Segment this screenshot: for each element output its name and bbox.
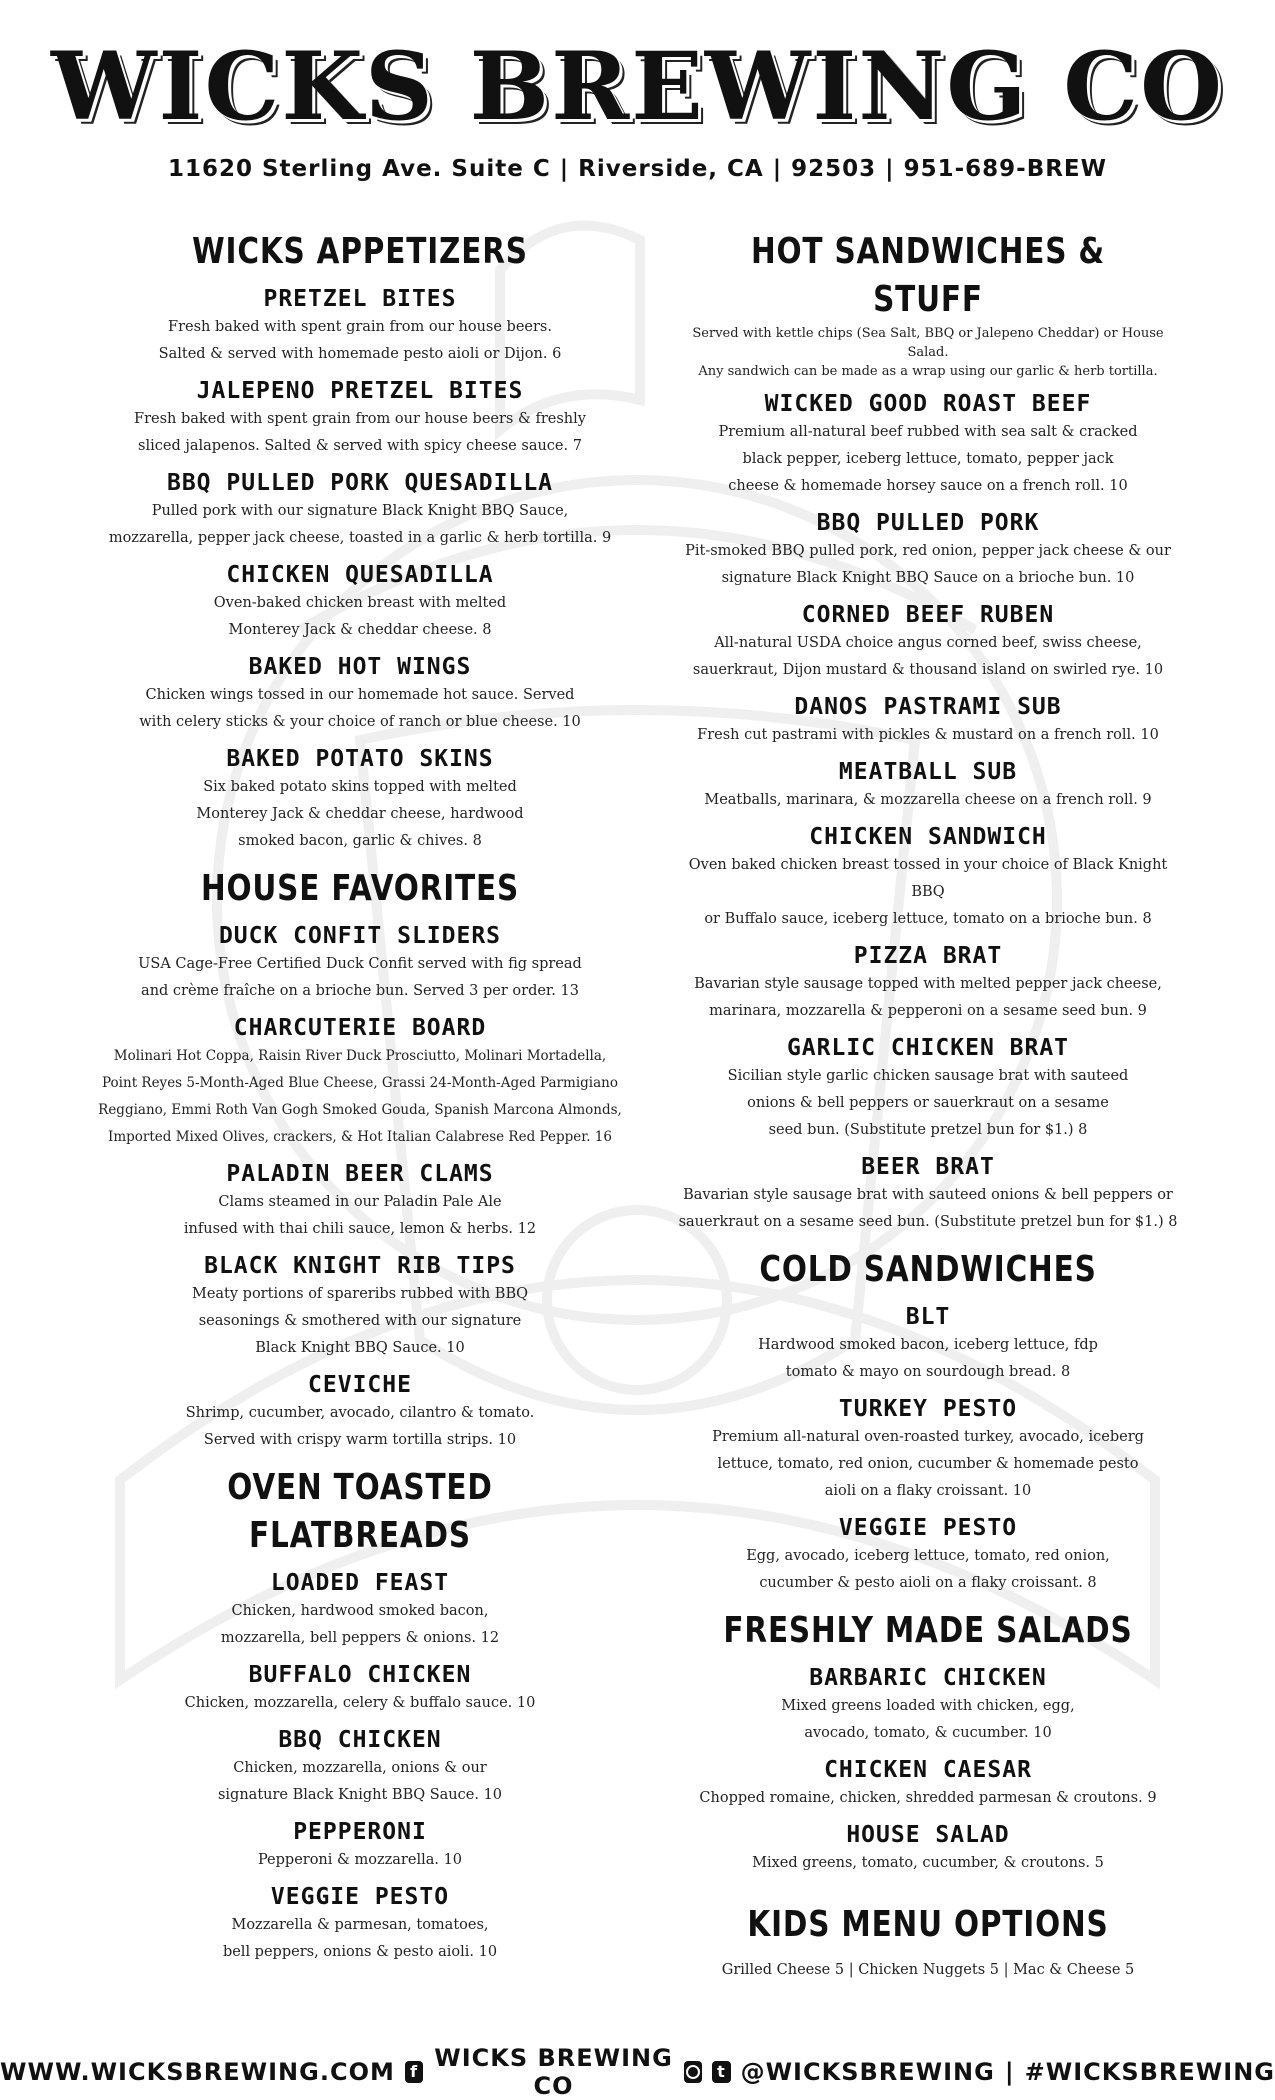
- item-name: PRETZEL BITES: [263, 286, 457, 312]
- item-name: JALEPENO PRETZEL BITES: [196, 378, 524, 404]
- item-name: BAKED HOT WINGS: [248, 654, 472, 680]
- item-description: Egg, avocado, iceberg lettuce, tomato, red onion, cucumber & pesto aioli on a flaky croissant. 8: [746, 1548, 1110, 1591]
- menu-item: [668, 1755, 1188, 1812]
- item-name: CEVICHE: [308, 1372, 412, 1398]
- section-title-cold-sandwiches: COLD SANDWICHES: [759, 1249, 1097, 1290]
- menu-item: [668, 692, 1188, 749]
- item-name: WICKED GOOD ROAST BEEF: [764, 391, 1092, 417]
- section-title-appetizers: WICKS APPETIZERS: [192, 231, 528, 272]
- menu-item: [668, 600, 1188, 684]
- item-description: Bavarian style sausage brat with sauteed onions & bell peppers or sauerkraut on a sesame seed bun. (Substitute pretzel bun for $1.) 8: [678, 1187, 1178, 1230]
- house-favorites-section: [90, 865, 630, 1454]
- item-name: BEER BRAT: [861, 1154, 995, 1180]
- item-description: USA Cage-Free Certified Duck Confit served with fig spread and crème fraîche on a brioche bun. Served 3 per order. 13: [138, 956, 582, 999]
- instagram-icon[interactable]: [684, 2061, 702, 2083]
- menu-item: [668, 389, 1188, 500]
- item-name: CHARCUTERIE BOARD: [233, 1015, 487, 1041]
- item-name: DANOS PASTRAMI SUB: [794, 694, 1062, 720]
- menu-item: [668, 941, 1188, 1025]
- item-description: Pulled pork with our signature Black Knight BBQ Sauce, mozzarella, pepper jack cheese, toasted in a garlic & herb tortilla. 9: [108, 503, 612, 546]
- address-line: 11620 Sterling Ave. Suite C | Riverside, CA | 92503 | 951-689-BREW: [167, 156, 1108, 182]
- section-note: Served with kettle chips (Sea Salt, BBQ or Jalepeno Cheddar) or House Salad. Any sandwich can be made as a wrap using our garlic & herb tortilla.: [692, 326, 1164, 379]
- menu-item: [90, 1251, 630, 1362]
- item-description: Premium all-natural beef rubbed with sea salt & cracked black pepper, iceberg lettuce, tomato, pepper jack cheese & homemade horsey sauce on a french roll. 10: [718, 424, 1138, 494]
- menu-item: [668, 1513, 1188, 1597]
- menu-item: [90, 1568, 630, 1652]
- menu-item: [668, 822, 1188, 933]
- item-description: Bavarian style sausage topped with melted pepper jack cheese, marinara, mozzarella & pepperoni on a sesame seed bun. 9: [694, 976, 1162, 1019]
- social-handle: @WICKSBREWING: [740, 2058, 995, 2086]
- brand-title: WICKS BREWING CO: [50, 32, 1225, 142]
- item-name: TURKEY PESTO: [838, 1396, 1018, 1422]
- item-description: Chicken, mozzarella, celery & buffalo sauce. 10: [184, 1695, 536, 1711]
- item-name: BAKED POTATO SKINS: [226, 746, 494, 772]
- item-description: Fresh cut pastrami with pickles & mustard on a french roll. 10: [697, 727, 1159, 743]
- section-title-kids-menu: KIDS MENU OPTIONS: [747, 1904, 1109, 1945]
- menu-item: [90, 1817, 630, 1874]
- kids-menu-options: Grilled Cheese 5 | Chicken Nuggets 5 | Mac & Cheese 5: [721, 1962, 1135, 1978]
- item-name: VEGGIE PESTO: [270, 1884, 450, 1910]
- menu-item: [90, 560, 630, 644]
- menu-item: [668, 1033, 1188, 1144]
- item-name: MEATBALL SUB: [838, 759, 1018, 785]
- item-description: Clams steamed in our Paladin Pale Ale infused with thai chili sauce, lemon & herbs. 12: [183, 1194, 537, 1237]
- item-description: Molinari Hot Coppa, Raisin River Duck Prosciutto, Molinari Mortadella, Point Reyes 5-Month-Aged Blue Cheese, Grassi 24-Month-Aged Parmigiano Reggiano, Emmi Roth Van Gogh Smoked Gouda, Spanish Marcona Almonds, Imported Mixed Olives, crackers, & Hot Italian Calabrese Red Pepper. 16: [98, 1048, 622, 1145]
- item-description: Premium all-natural oven-roasted turkey, avocado, iceberg lettuce, tomato, red onion, cucumber & homemade pesto aioli on a flaky croissant. 10: [712, 1429, 1144, 1499]
- item-description: Oven-baked chicken breast with melted Monterey Jack & cheddar cheese. 8: [213, 595, 507, 638]
- item-name: CHICKEN CAESAR: [824, 1757, 1032, 1783]
- item-name: PALADIN BEER CLAMS: [226, 1161, 494, 1187]
- menu-item: [90, 652, 630, 736]
- item-name: PIZZA BRAT: [853, 943, 1003, 969]
- section-title-salads: FRESHLY MADE SALADS: [723, 1610, 1133, 1651]
- facebook-name: WICKS BREWING CO: [434, 2044, 673, 2100]
- section-title-hot-sandwiches: HOT SANDWICHES & STUFF: [750, 231, 1106, 320]
- item-name: BLT: [905, 1304, 951, 1330]
- item-name: BLACK KNIGHT RIB TIPS: [204, 1253, 516, 1279]
- item-description: Mozzarella & parmesan, tomatoes, bell peppers, onions & pesto aioli. 10: [222, 1917, 498, 1960]
- footer-separator: |: [1004, 2058, 1015, 2086]
- menu-item: [668, 1394, 1188, 1505]
- footer-bar: [0, 2044, 1275, 2100]
- menu-item: [90, 376, 630, 460]
- item-name: DUCK CONFIT SLIDERS: [218, 923, 502, 949]
- item-name: VEGGIE PESTO: [838, 1515, 1018, 1541]
- item-description: Pit-smoked BBQ pulled pork, red onion, pepper jack cheese & our signature Black Knight BBQ Sauce on a brioche bun. 10: [685, 543, 1171, 586]
- menu-item: [668, 1302, 1188, 1386]
- item-description: Meatballs, marinara, & mozzarella cheese on a french roll. 9: [704, 792, 1152, 808]
- item-name: BUFFALO CHICKEN: [248, 1662, 472, 1688]
- menu-item: [90, 1159, 630, 1243]
- item-name: GARLIC CHICKEN BRAT: [786, 1035, 1070, 1061]
- item-description: Fresh baked with spent grain from our house beers. Salted & served with homemade pesto aioli or Dijon. 6: [158, 319, 562, 362]
- item-description: Hardwood smoked bacon, iceberg lettuce, fdp tomato & mayo on sourdough bread. 8: [758, 1337, 1098, 1380]
- menu-item: [668, 757, 1188, 814]
- menu-item: [668, 1820, 1188, 1877]
- item-description: Meaty portions of spareribs rubbed with BBQ seasonings & smothered with our signature Black Knight BBQ Sauce. 10: [191, 1286, 529, 1356]
- item-name: HOUSE SALAD: [846, 1822, 1010, 1848]
- menu-item: [90, 1660, 630, 1717]
- item-name: LOADED FEAST: [270, 1570, 450, 1596]
- item-name: CHICKEN SANDWICH: [809, 824, 1047, 850]
- flatbreads-section: [90, 1464, 630, 1966]
- item-name: PEPPERONI: [293, 1819, 427, 1845]
- item-description: Oven baked chicken breast tossed in your choice of Black Knight BBQ or Buffalo sauce, iceberg lettuce, tomato on a brioche bun. 8: [688, 857, 1168, 927]
- menu-item: [90, 468, 630, 552]
- item-description: Mixed greens, tomato, cucumber, & croutons. 5: [752, 1855, 1104, 1871]
- item-name: CORNED BEEF RUBEN: [801, 602, 1055, 628]
- menu-item: [90, 284, 630, 368]
- item-description: Sicilian style garlic chicken sausage brat with sauteed onions & bell peppers or sauerkraut on a sesame seed bun. (Substitute pretzel bun for $1.) 8: [727, 1068, 1129, 1138]
- menu-item: [90, 921, 630, 1005]
- menu-item: [90, 744, 630, 855]
- facebook-icon[interactable]: f: [405, 2061, 423, 2083]
- menu-item: [668, 1663, 1188, 1747]
- left-column: [90, 228, 630, 1966]
- item-description: Chicken, mozzarella, onions & our signature Black Knight BBQ Sauce. 10: [217, 1760, 503, 1803]
- item-name: BBQ CHICKEN: [278, 1727, 442, 1753]
- item-description: Pepperoni & mozzarella. 10: [257, 1852, 463, 1868]
- item-name: BBQ PULLED PORK: [816, 510, 1040, 536]
- right-column: [668, 228, 1188, 1984]
- item-name: BBQ PULLED PORK QUESADILLA: [166, 470, 554, 496]
- website-link[interactable]: WWW.WICKSBREWING.COM: [0, 2058, 395, 2086]
- menu-item: [90, 1013, 630, 1151]
- appetizers-section: [90, 228, 630, 855]
- item-description: Mixed greens loaded with chicken, egg, avocado, tomato, & cucumber. 10: [781, 1698, 1075, 1741]
- kids-menu-section: [668, 1901, 1188, 1984]
- item-description: Chicken wings tossed in our homemade hot sauce. Served with celery sticks & your choice of ranch or blue cheese. 10: [139, 687, 581, 730]
- item-name: CHICKEN QUESADILLA: [226, 562, 494, 588]
- cold-sandwiches-section: [668, 1246, 1188, 1597]
- item-description: Fresh baked with spent grain from our house beers & freshly sliced jalapenos. Salted & served with spicy cheese sauce. 7: [134, 411, 586, 454]
- item-description: Shrimp, cucumber, avocado, cilantro & tomato. Served with crispy warm tortilla strips. 10: [185, 1405, 535, 1448]
- section-title-flatbreads: OVEN TOASTED FLATBREADS: [227, 1467, 493, 1556]
- twitter-icon[interactable]: t: [712, 2061, 730, 2083]
- item-description: Chopped romaine, chicken, shredded parmesan & croutons. 9: [699, 1790, 1157, 1806]
- hot-sandwiches-section: [668, 228, 1188, 1236]
- item-description: Chicken, hardwood smoked bacon, mozzarella, bell peppers & onions. 12: [220, 1603, 500, 1646]
- menu-item: [90, 1370, 630, 1454]
- salads-section: [668, 1607, 1188, 1877]
- menu-item: [668, 508, 1188, 592]
- item-description: All-natural USDA choice angus corned beef, swiss cheese, sauerkraut, Dijon mustard & thousand island on swirled rye. 10: [692, 635, 1164, 678]
- menu-item: [90, 1725, 630, 1809]
- item-description: Six baked potato skins topped with melted Monterey Jack & cheddar cheese, hardwood smoked bacon, garlic & chives. 8: [196, 779, 524, 849]
- menu-item: [668, 1152, 1188, 1236]
- menu-item: [90, 1882, 630, 1966]
- hashtag: #WICKSBREWING: [1024, 2058, 1275, 2086]
- item-name: BARBARIC CHICKEN: [809, 1665, 1047, 1691]
- section-title-house-favorites: HOUSE FAVORITES: [200, 868, 520, 909]
